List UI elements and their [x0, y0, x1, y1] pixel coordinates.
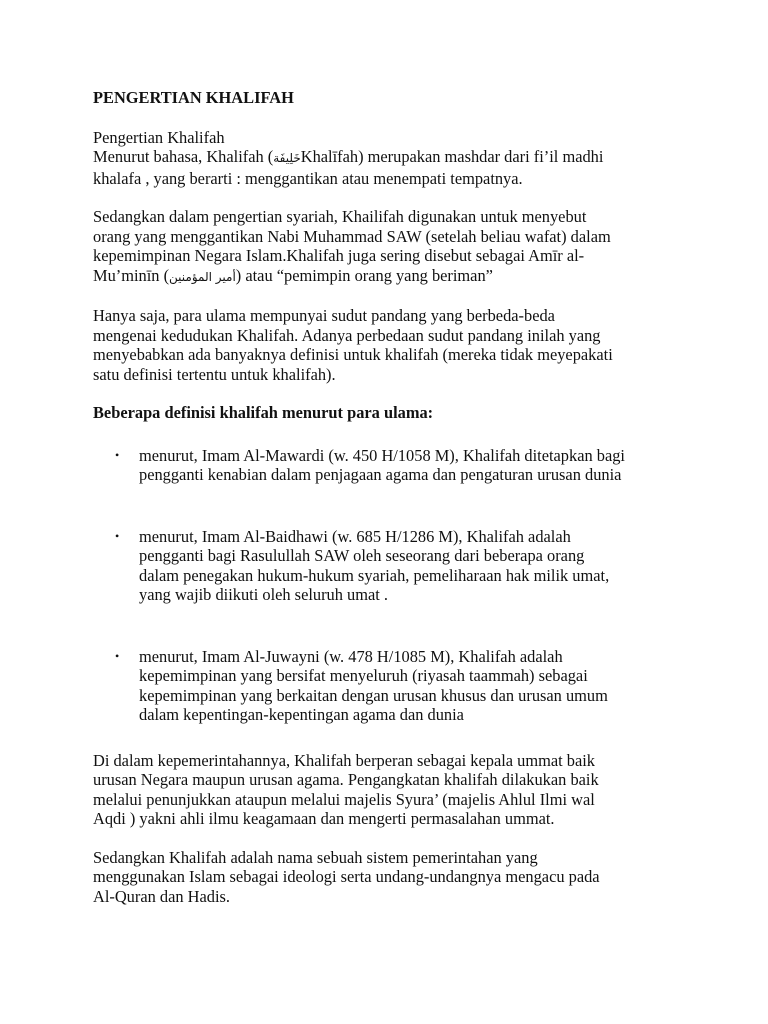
syariah-text: Mu’minīn ( [93, 265, 170, 285]
list-item [93, 446, 693, 485]
bullet-icon: • [115, 648, 120, 663]
definitions-list [93, 446, 693, 725]
definition-line: pengganti kenabian dalam penjagaan agama dan pengaturan urusan dunia [139, 465, 622, 484]
intro-text: Menurut bahasa, Khalifah ( [93, 147, 274, 166]
document-page [93, 88, 693, 925]
system-line: Al-Quran dan Hadis. [93, 886, 231, 906]
system-line: Sedangkan Khalifah adalah nama sebuah sistem pemerintahan yang [93, 847, 538, 867]
definition-line: menurut, Imam Al-Juwayni (w. 478 H/1085 M), Khalifah adalah [139, 646, 563, 666]
syariah-line: Sedangkan dalam pengertian syariah, Khailifah digunakan untuk menyebut [93, 207, 587, 226]
ulama-line: Hanya saja, para ulama mempunyai sudut pandang yang berbeda-beda [93, 306, 555, 325]
syariah-line: kepemimpinan Negara Islam.Khalifah juga sering disebut sebagai Amīr al- [93, 246, 585, 265]
syariah-paragraph [93, 207, 693, 287]
role-line: melalui penunjukkan ataupun melalui majelis Syura’ (majelis Ahlul Ilmi wal [93, 789, 595, 809]
definition-line: dalam kepentingan-kepentingan agama dan dunia [139, 705, 464, 724]
definition-line: kepemimpinan yang bersifat menyeluruh (riyasah taammah) sebagai [139, 666, 588, 685]
definition-line: kepemimpinan yang berkaitan dengan urusan khusus dan urusan umum [139, 685, 608, 705]
list-item [93, 527, 693, 605]
intro-subtitle: Pengertian Khalifah [93, 127, 225, 147]
definition-line: dalam penegakan hukum-hukum syariah, pemeliharaan hak milik umat, [139, 565, 610, 585]
ulama-line: mengenai kedudukan Khalifah. Adanya perbedaan sudut pandang inilah yang [93, 325, 601, 345]
definitions-heading: Beberapa definisi khalifah menurut para ulama: [93, 403, 434, 422]
ulama-paragraph [93, 306, 693, 384]
definition-line: menurut, Imam Al-Mawardi (w. 450 H/1058 M), Khalifah ditetapkan bagi [139, 445, 625, 465]
role-line: Aqdi ) yakni ahli ilmu keagamaan dan mengerti permasalahan ummat. [93, 809, 555, 828]
intro-paragraph [93, 128, 693, 189]
system-paragraph [93, 848, 693, 907]
role-line: Di dalam kepemerintahannya, Khalifah berperan sebagai kepala ummat baik [93, 750, 595, 770]
ulama-line: satu definisi tertentu untuk khalifah). [93, 364, 336, 384]
definition-line: pengganti bagi Rasulullah SAW oleh seseorang dari beberapa orang [139, 546, 585, 565]
arabic-term-khalifah: خَلِيفَة [273, 151, 301, 165]
system-line: menggunakan Islam sebagai ideologi serta undang-undangnya mengacu pada [93, 867, 600, 886]
arabic-term-amir: أمير المؤمنين [169, 269, 236, 284]
bullet-icon: • [115, 528, 120, 543]
role-paragraph [93, 751, 693, 829]
list-item [93, 647, 693, 725]
intro-text: Khalīfah) merupakan mashdar dari fi’il madhi [300, 147, 604, 166]
intro-line: khalafa , yang berarti : menggantikan atau menempati tempatnya. [93, 168, 523, 188]
definition-line: yang wajib diikuti oleh seluruh umat . [139, 585, 389, 604]
syariah-line [93, 266, 693, 288]
definition-line: menurut, Imam Al-Baidhawi (w. 685 H/1286 M), Khalifah adalah [139, 526, 571, 546]
role-line: urusan Negara maupun urusan agama. Pengangkatan khalifah dilakukan baik [93, 770, 599, 789]
syariah-line: orang yang menggantikan Nabi Muhammad SAW (setelah beliau wafat) dalam [93, 226, 611, 246]
bullet-icon: • [115, 447, 120, 462]
ulama-line: menyebabkan ada banyaknya definisi untuk khalifah (mereka tidak meyepakati [93, 345, 613, 364]
syariah-text: ) atau “pemimpin orang yang beriman” [235, 265, 493, 285]
document-title: PENGERTIAN KHALIFAH [93, 88, 294, 107]
intro-line [93, 147, 693, 169]
